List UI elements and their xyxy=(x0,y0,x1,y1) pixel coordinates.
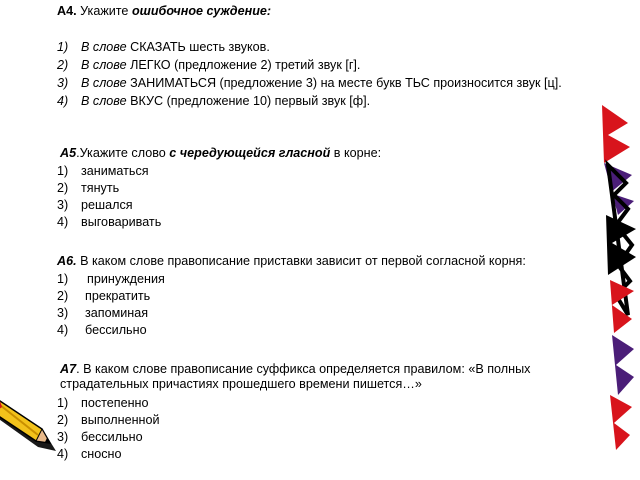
question-a5-prefix: .Укажите слово xyxy=(76,146,166,160)
question-a6-label: А6. xyxy=(57,254,77,268)
option-number: 3) xyxy=(57,76,69,90)
question-a5-options xyxy=(57,164,602,230)
question-a6-text: В каком слове правописание приставки зависит от первой согласной корня: xyxy=(80,254,526,268)
option-text: выговаривать xyxy=(81,215,162,229)
option-a5-4 xyxy=(57,215,602,230)
option-a7-1 xyxy=(57,396,602,411)
question-a5-emphasis: с чередующейся гласной xyxy=(169,146,331,160)
option-number: 4) xyxy=(57,94,69,108)
option-a5-3 xyxy=(57,198,602,213)
option-number: 4) xyxy=(57,323,69,337)
question-a5-suffix: в корне: xyxy=(333,146,382,160)
option-lead: В слове xyxy=(81,94,127,108)
option-text: ЛЕГКО (предложение 2) третий звук [г]. xyxy=(130,58,361,72)
option-text: бессильно xyxy=(81,430,143,444)
option-a4-1 xyxy=(57,40,602,55)
option-a5-2 xyxy=(57,181,602,196)
question-a4-label: А4. xyxy=(57,4,77,18)
question-a4-options xyxy=(57,40,602,109)
question-a7-text: . В каком слове правописание суффикса определяется правилом: «В полных страдательных причастиях прошедшего времени пишется…» xyxy=(60,362,531,391)
option-a6-3 xyxy=(57,306,602,321)
question-a7-options xyxy=(57,396,602,462)
option-number: 3) xyxy=(57,430,69,444)
option-a7-4 xyxy=(57,447,602,462)
option-text: запоминая xyxy=(85,306,149,320)
option-lead: В слове xyxy=(81,40,127,54)
option-lead: В слове xyxy=(81,58,127,72)
pencil-icon xyxy=(0,395,60,455)
option-text: СКАЗАТЬ шесть звуков. xyxy=(130,40,270,54)
option-number: 2) xyxy=(57,289,69,303)
option-number: 2) xyxy=(57,181,69,195)
option-text: постепенно xyxy=(81,396,149,410)
option-text: принуждения xyxy=(87,272,165,286)
option-lead: В слове xyxy=(81,76,127,90)
option-number: 3) xyxy=(57,306,69,320)
option-a7-2 xyxy=(57,413,602,428)
option-text: решался xyxy=(81,198,133,212)
option-text: бессильно xyxy=(85,323,147,337)
option-text: прекратить xyxy=(85,289,151,303)
option-number: 1) xyxy=(57,40,69,54)
question-a7-heading xyxy=(60,362,595,392)
option-number: 1) xyxy=(57,396,69,410)
option-number: 2) xyxy=(57,58,69,72)
question-a4-prefix: Укажите xyxy=(80,4,129,18)
option-text: ЗАНИМАТЬСЯ (предложение 3) на месте букв ТЬС произносится звук [ц]. xyxy=(130,76,562,90)
option-a4-4 xyxy=(57,94,602,109)
option-a6-4 xyxy=(57,323,602,338)
option-number: 3) xyxy=(57,198,69,212)
option-text: выполненной xyxy=(81,413,160,427)
question-a4-heading xyxy=(57,4,602,19)
question-a6-heading xyxy=(57,254,602,269)
option-number: 1) xyxy=(57,272,69,286)
question-a5-label: А5 xyxy=(60,146,77,160)
option-text: ВКУС (предложение 10) первый звук [ф]. xyxy=(130,94,371,108)
decorative-border-graphic xyxy=(598,105,640,450)
option-a6-1 xyxy=(57,272,602,287)
option-number: 1) xyxy=(57,164,69,178)
option-text: сносно xyxy=(81,447,122,461)
option-a5-1 xyxy=(57,164,602,179)
option-a4-3 xyxy=(57,76,602,91)
option-a6-2 xyxy=(57,289,602,304)
option-a4-2 xyxy=(57,58,602,73)
option-text: заниматься xyxy=(81,164,149,178)
question-a7-label: А7 xyxy=(60,362,77,376)
question-a4-emphasis: ошибочное суждение: xyxy=(131,4,272,18)
option-a7-3 xyxy=(57,430,602,445)
option-number: 4) xyxy=(57,215,69,229)
option-number: 2) xyxy=(57,413,69,427)
question-a6-options xyxy=(57,272,602,338)
option-text: тянуть xyxy=(81,181,120,195)
question-a5-heading xyxy=(60,146,605,161)
option-number: 4) xyxy=(57,447,69,461)
